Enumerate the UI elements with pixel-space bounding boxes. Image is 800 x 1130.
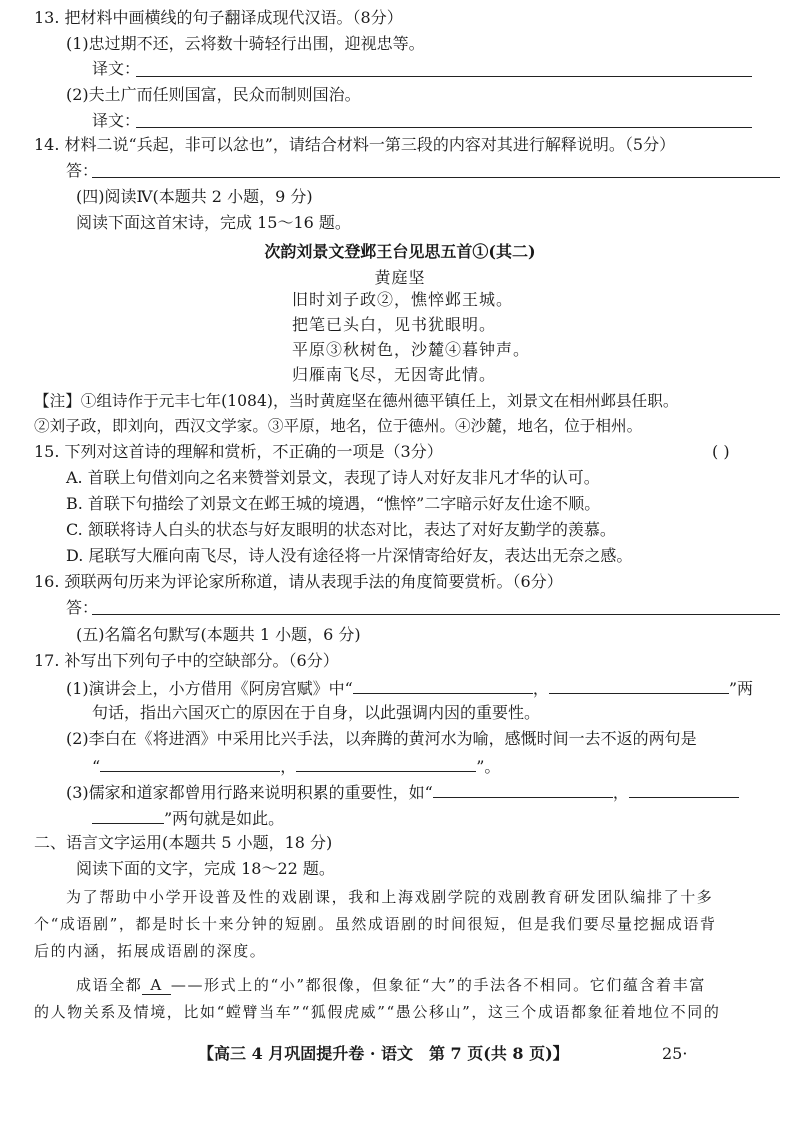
section-5-heading: (五)名篇名句默写(本题共 1 小题，6 分) [76,625,361,644]
q17-item-1-comma: ， [532,679,549,698]
q13-answer-line-2[interactable] [136,127,752,128]
q13-sentence-1: (1)忠过期不还，云将数十骑轻行出围，迎视忠等。 [66,34,425,53]
q17-title: 17. 补写出下列句子中的空缺部分。（6分） [34,651,339,670]
q17-blank-3b[interactable] [629,781,739,798]
q17-blank-3c[interactable] [92,807,164,824]
q17-item-1-end: ”两 [728,679,754,698]
passage-p1-line-3: 后的内涵，拓展成语剧的深度。 [34,942,267,960]
q14-answer-label: 答： [66,161,99,180]
q17-item-1-prefix: (1)演讲会上，小方借用《阿房宫赋》中“ [66,679,353,698]
q17-blank-3a[interactable] [433,781,613,798]
q15-option-b: B. 首联下句描绘了刘景文在邺王城的境遇，“憔悴”二字暗示好友仕途不顺。 [66,494,601,513]
passage-p2-rest: ——形式上的“小”都很像，但象征“大”的手法各不相同。它们蕴含着丰富 [170,976,706,994]
q17-blank-2b[interactable] [296,755,476,772]
page-footer: 【高三 4 月巩固提升卷 · 语文 第 7 页(共 8 页)】 [198,1044,569,1063]
poem-line-2: 把笔已头白，见书犹眼明。 [292,315,497,334]
poem-author: 黄庭坚 [374,268,426,287]
q17-item-2-end: ”。 [476,757,501,776]
passage-p2-line-1 [76,976,706,994]
q14-answer-line[interactable] [92,177,780,178]
section-4-heading: (四)阅读Ⅳ(本题共 2 小题，9 分) [76,187,313,206]
q17-blank-1b[interactable] [549,677,729,694]
q15-option-d: D. 尾联写大雁向南飞尽，诗人没有途径将一片深情寄给好友，表达出无奈之感。 [66,546,633,565]
q17-item-2-blanks [92,755,500,776]
passage-p2-prefix: 成语全都 [76,976,143,994]
blank-marker-a[interactable]: A [142,976,170,995]
q15-option-c: C. 颔联将诗人白头的状态与好友眼明的状态对比，表达了对好友勤学的羡慕。 [66,520,616,539]
q17-item-3-prefix: (3)儒家和道家都曾用行路来说明积累的重要性，如“ [66,783,433,802]
q17-blank-2a[interactable] [100,755,280,772]
q14-title: 14. 材料二说“兵起，非可以忿也”，请结合材料一第三段的内容对其进行解释说明。（5分） [34,135,676,154]
q17-item-3-continued [92,807,284,828]
q17-item-1 [66,677,753,698]
q13-translation-label-1: 译文： [92,59,141,78]
q13-sentence-2: (2)夫土广而任则国富，民众而制则国治。 [66,85,361,104]
q17-item-3-comma: ， [612,783,629,802]
q17-item-1-continued: 句话，指出六国灭亡的原因在于自身，以此强调内因的重要性。 [92,703,541,722]
q17-item-2: (2)李白在《将进酒》中采用比兴手法，以奔腾的黄河水为喻，感慨时间一去不返的两句是 [66,729,697,748]
q16-answer-line[interactable] [92,614,780,615]
passage-p1-line-1: 为了帮助中小学开设普及性的戏剧课，我和上海戏剧学院的戏剧教育研发团队编排了十多 [66,888,714,906]
poem-line-3: 平原③秋树色，沙麓④暮钟声。 [292,340,531,359]
poem-line-4: 归雁南飞尽，无因寄此情。 [292,365,497,384]
q13-title: 13. 把材料中画横线的句子翻译成现代汉语。（8分） [34,8,403,27]
page-code: 25· [662,1044,688,1063]
poem-note-line-2: ②刘子政，即刘向，西汉文学家。③平原，地名，位于德州。④沙麓，地名，位于相州。 [34,417,643,435]
q17-item-3 [66,781,739,802]
q15-option-a: A. 首联上句借刘向之名来赞誉刘景文，表现了诗人对好友非凡才华的认可。 [66,468,600,487]
q17-item-2-open-quote: “ [92,757,101,776]
section-4-instruction: 阅读下面这首宋诗，完成 15～16 题。 [76,213,351,232]
poem-line-1: 旧时刘子政②，憔悴邺王城。 [292,290,514,309]
part-2-heading: 二、语言文字运用(本题共 5 小题，18 分) [34,833,333,852]
poem-note-line-1: 【注】①组诗作于元丰七年(1084)，当时黄庭坚在德州德平镇任上，刘景文在相州邺县任职。 [34,392,679,410]
q16-title: 16. 颈联两句历来为评论家所称道，请从表现手法的角度简要赏析。（6分） [34,572,563,591]
q16-answer-label: 答： [66,598,99,617]
q17-item-2-comma: ， [280,757,297,776]
q13-answer-line-1[interactable] [136,76,752,77]
passage-p2-line-2: 的人物关系及情境，比如“螳臂当车”“狐假虎威”“愚公移山”，这三个成语都象征着地位不同的 [34,1003,721,1021]
passage-p1-line-2: 个“成语剧”，都是时长十来分钟的短剧。虽然成语剧的时间很短，但是我们要尽量挖掘成语背 [34,915,717,933]
poem-title: 次韵刘景文登邺王台见思五首①(其二) [264,242,536,261]
q15-answer-bracket[interactable]: ( ) [712,442,730,461]
q17-blank-1a[interactable] [353,677,533,694]
part-2-instruction: 阅读下面的文字，完成 18～22 题。 [76,859,335,878]
q15-title: 15. 下列对这首诗的理解和赏析，不正确的一项是（3分） [34,442,443,461]
q13-translation-label-2: 译文： [92,111,141,130]
q17-item-3-suffix: ”两句就是如此。 [164,809,285,828]
